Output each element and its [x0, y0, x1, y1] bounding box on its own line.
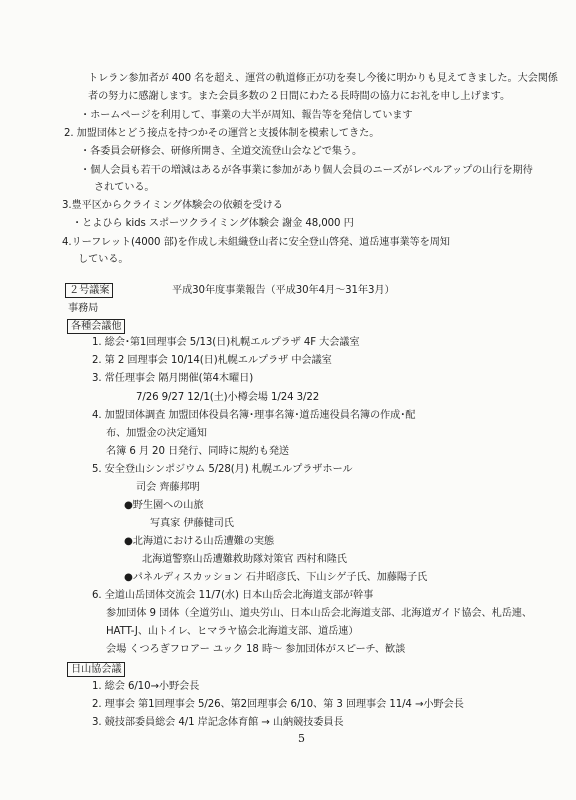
meeting-item: 参加団体 9 団体（全道労山、道央労山、日本山岳会北海道支部、北海道ガイド協会、札岳連、 — [106, 608, 532, 619]
nissan-item: 1. 総会 6/10→小野会長 — [92, 681, 200, 692]
meeting-item: 4. 加盟団体調査 加盟団体役員名簿･理事名簿･道岳連役員名簿の作成･配 — [92, 410, 416, 421]
nissan-item: 2. 理事会 第1回理事会 5/26、第2回理事会 6/10、第 3 回理事会 11/4 →小野会長 — [92, 699, 464, 710]
section-label — [65, 283, 113, 298]
meeting-item: 会場 くつろぎフロアー ユック 18 時～ 参加団体がスピーチ、歓談 — [106, 644, 406, 655]
text-line: トレラン参加者が 400 名を超え、運営の軌道修正が功を奏し今後に明かりも見えてきました。大会関係 — [88, 73, 558, 84]
meeting-item: 3. 常任理事会 隔月開催(第4木曜日) — [92, 373, 254, 384]
meeting-item: 司会 齊藤邦明 — [136, 482, 200, 493]
text-line: ・各委員会研修会、研修所開き、全道交流登山会などで集う。 — [80, 146, 363, 157]
meeting-item: 6. 全道山岳団体交流会 11/7(水) 日本山岳会北海道支部が幹事 — [92, 590, 374, 601]
meeting-item: 1. 総会･第1回理事会 5/13(日)札幌エルプラザ 4F 大会議室 — [92, 337, 360, 348]
meeting-item: 写真家 伊藤健司氏 — [150, 518, 234, 529]
meetings-label — [67, 319, 125, 334]
text-line: ・個人会員も若干の増減はあるが各事業に参加があり個人会員のニーズがレベルアップの山行を期待 — [80, 165, 533, 176]
meeting-item: ●野生園への山旅 — [124, 500, 204, 511]
text-line: ・ホームページを利用して、事業の大半が周知、報告等を発信しています — [80, 110, 413, 121]
text-line: 4.リーフレット(4000 部)を作成し未組織登山者に安全登山啓発、道岳連事業等を周知 — [62, 237, 450, 248]
meetings-label-box: 各種会議他 — [67, 319, 125, 334]
text-line: 者の努力に感謝します。また会員多数の２日間にわたる長時間の協力にお礼を申し上げます。 — [88, 91, 511, 102]
section-label-box: ２号議案 — [65, 283, 113, 298]
meeting-item: 北海道警察山岳遭難救助隊対策官 西村和隆氏 — [142, 554, 347, 565]
meeting-item: ●北海道における山岳遭難の実態 — [124, 536, 275, 547]
meeting-dates: 7/26 9/27 12/1(土)小樽会場 1/24 3/22 — [136, 392, 320, 403]
text-line: ・とよひら kids スポーツクライミング体験会 謝金 48,000 円 — [72, 218, 354, 229]
section-title: 平成30年度事業報告（平成30年4月～31年3月） — [172, 285, 395, 296]
meeting-item: 名簿 6 月 20 日発行、同時に規約も発送 — [106, 446, 290, 457]
page-number: 5 — [298, 732, 305, 745]
meeting-item: 布、加盟金の決定通知 — [106, 428, 207, 439]
meeting-item: 2. 第 2 回理事会 10/14(日)札幌エルプラザ 中会議室 — [92, 355, 332, 366]
office-label: 事務局 — [68, 303, 99, 314]
meeting-item: 5. 安全登山シンポジウム 5/28(月) 札幌エルプラザホール — [92, 464, 353, 475]
text-line: されている。 — [94, 182, 155, 193]
text-line: 2. 加盟団体とどう接点を持つかその運営と支援体制を模索してきた。 — [64, 128, 380, 139]
nissan-item: 3. 競技部委員総会 4/1 岸記念体育館 → 山納競技委員長 — [92, 717, 344, 728]
meeting-item: ●パネルディスカッション 石井昭彦氏、下山シゲ子氏、加藤陽子氏 — [124, 572, 428, 583]
text-line: している。 — [78, 254, 129, 265]
nissan-label-box: 日山協会議 — [67, 662, 125, 677]
meeting-item: HATT-J、山トイレ、ヒマラヤ協会北海道支部、道岳連） — [106, 626, 359, 637]
nissan-label — [67, 662, 125, 677]
text-line: 3.豊平区からクライミング体験会の依頼を受ける — [62, 200, 283, 211]
